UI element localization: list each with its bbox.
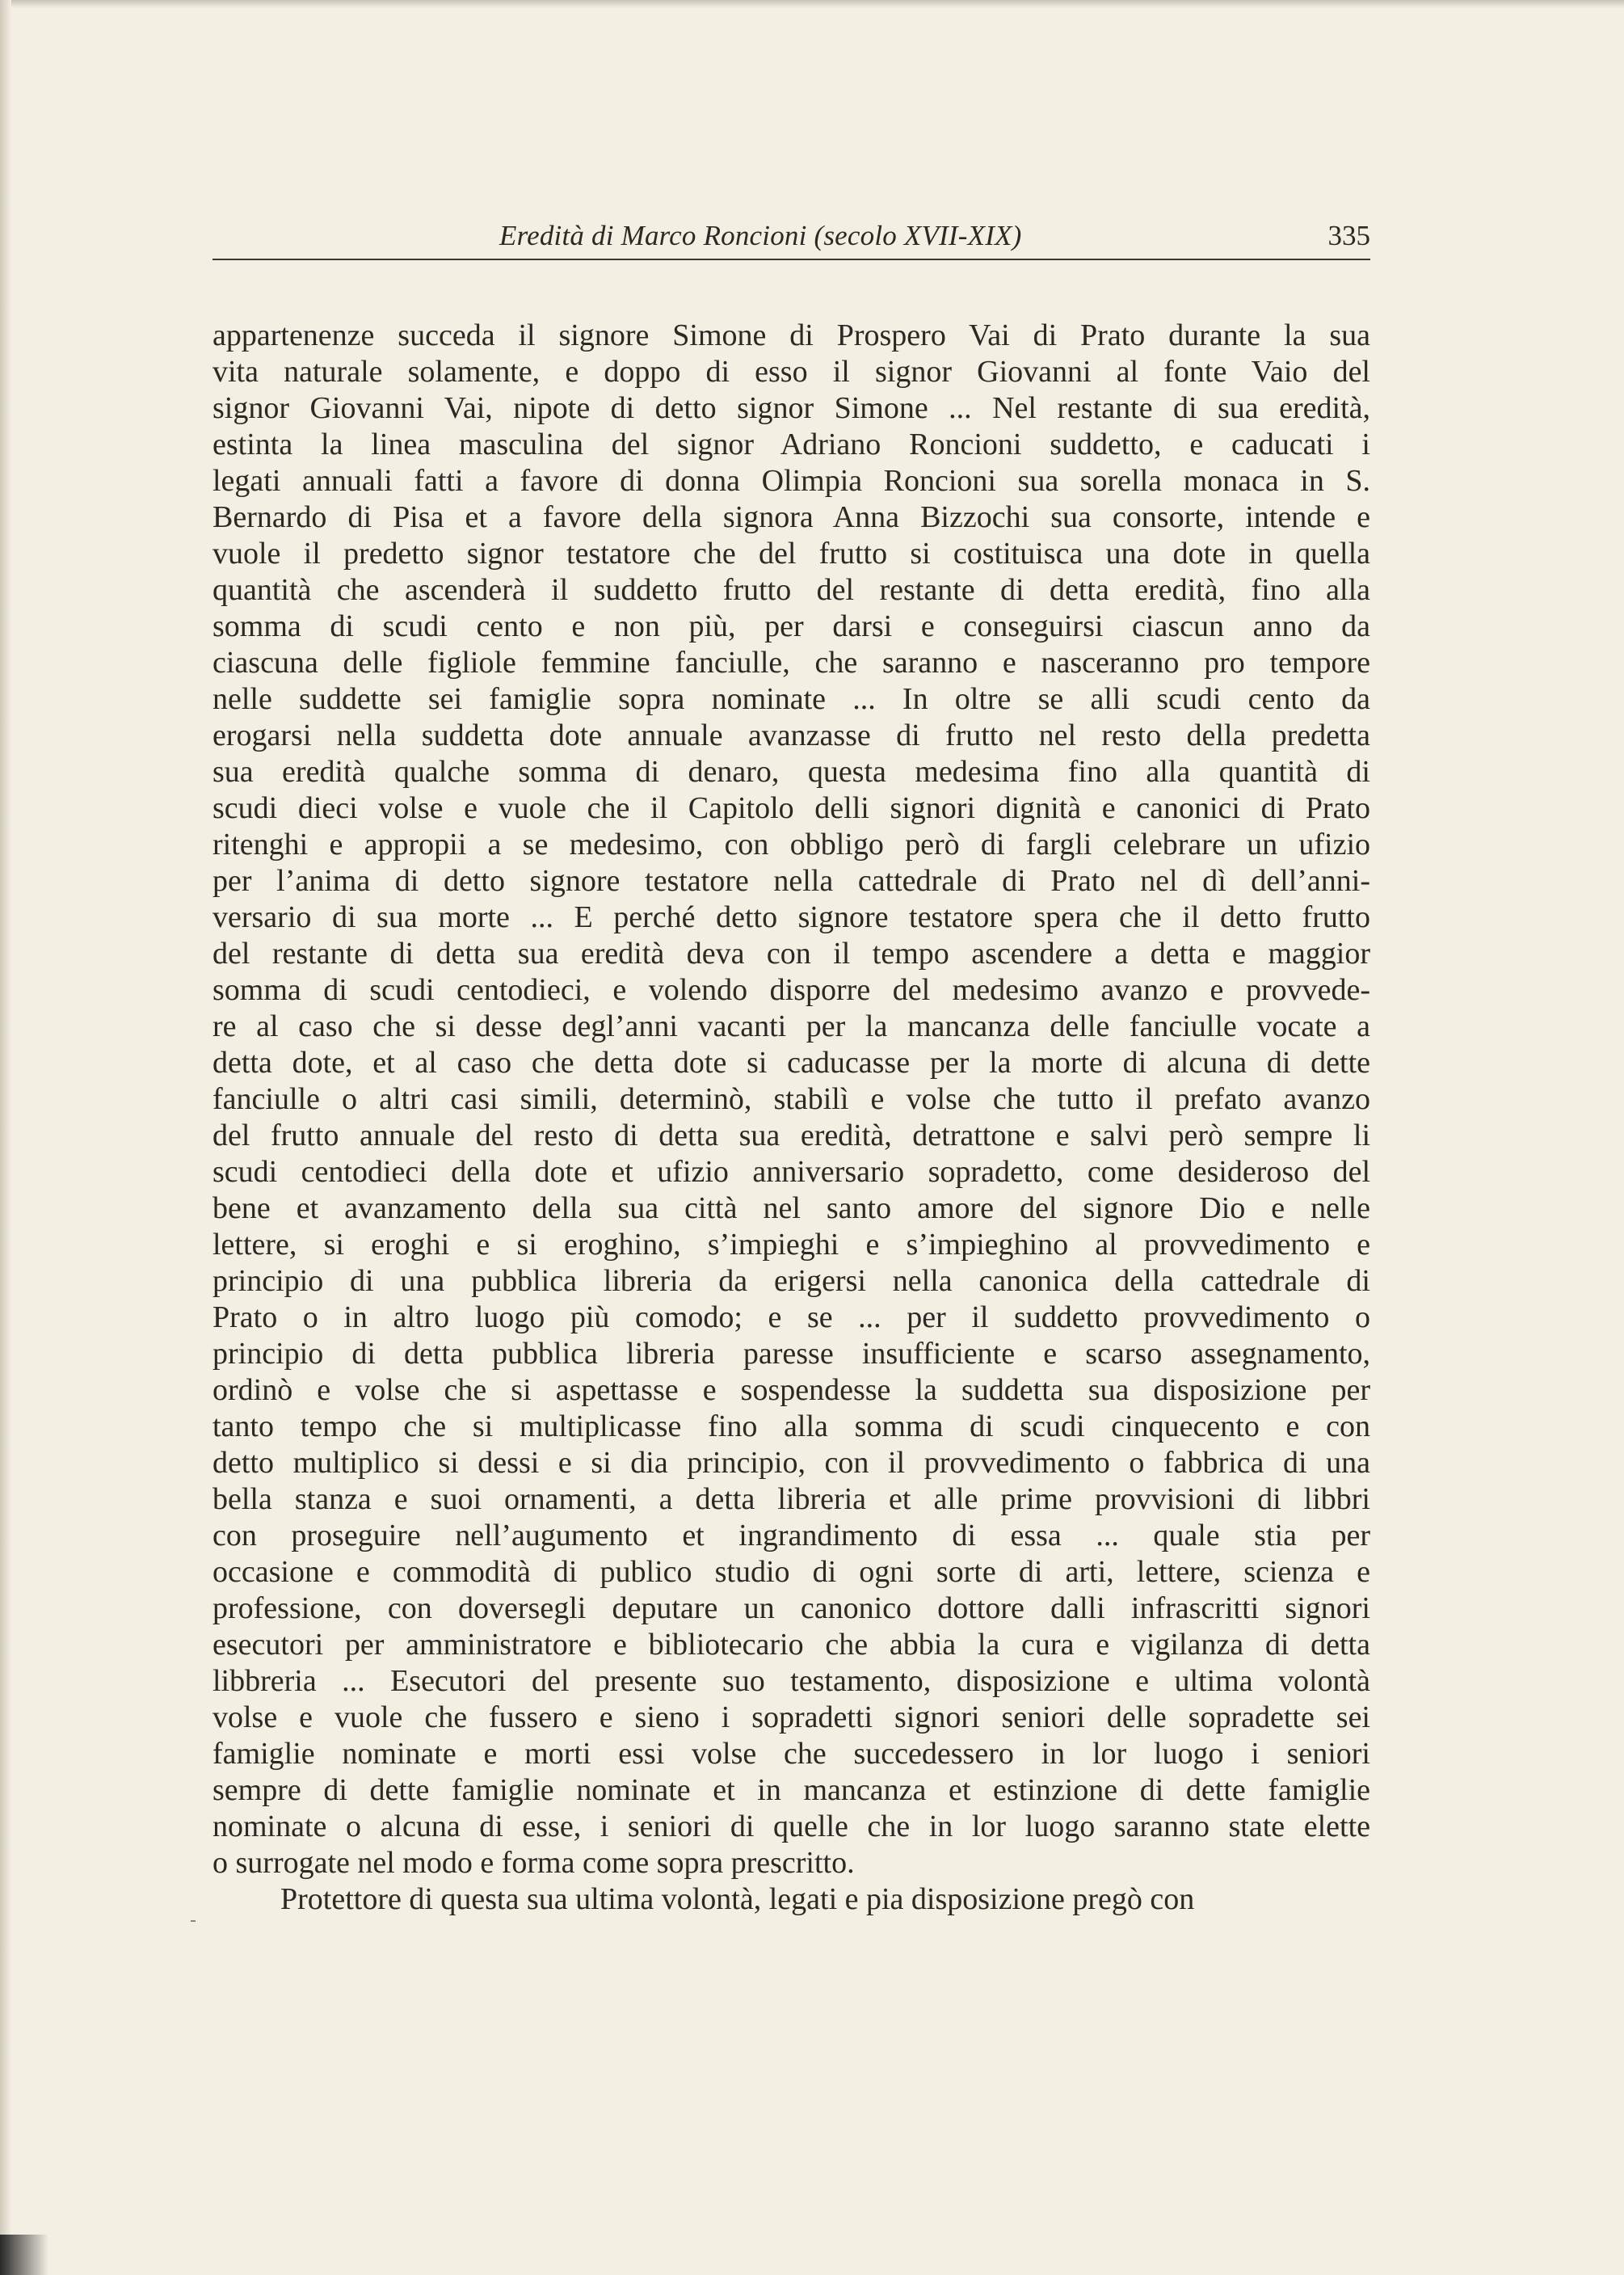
text-line: somma di scudi cento e non più, per darsi e conseguirsi ciascun anno da [212,609,1370,643]
text-line: del frutto annuale del resto di detta sua eredità, detrattone e salvi però sempre li [212,1119,1370,1152]
text-line: sua eredità qualche somma di denaro, questa medesima fino alla quantità di [212,755,1370,789]
text-line: estinta la linea masculina del signor Adriano Roncioni suddetto, e caducati i [212,428,1370,461]
text-line: fanciulle o altri casi simili, determinò, stabilì e volse che tutto il prefato avanzo [212,1082,1370,1116]
margin-mark [191,1920,196,1922]
text-line: nominate o alcuna di esse, i seniori di quelle che in lor luogo saranno state elette [212,1809,1370,1843]
text-line: bene et avanzamento della sua città nel santo amore del signore Dio e nelle [212,1191,1370,1225]
running-head [212,217,1370,260]
text-line: versario di sua morte ... E perché detto signore testatore spera che il detto frutto [212,900,1370,934]
text-line: detto multiplico si dessi e si dia principio, con il provvedimento o fabbrica di una [212,1446,1370,1480]
text-line: erogarsi nella suddetta dote annuale avanzasse di frutto nel resto della predetta [212,718,1370,752]
text-line: sempre di dette famiglie nominate et in mancanza et estinzione di dette famiglie [212,1773,1370,1807]
text-line: con proseguire nell’augumento et ingrandimento di essa ... quale stia per [212,1519,1370,1552]
text-line: principio di detta pubblica libreria paresse insufficiente e scarso assegnamento, [212,1337,1370,1371]
text-line: scudi dieci volse e vuole che il Capitolo delli signori dignità e canonici di Prato [212,791,1370,825]
text-line: ritenghi e appropii a se medesimo, con obbligo però di fargli celebrare un ufizio [212,828,1370,862]
text-line: lettere, si eroghi e si eroghino, s’impieghi e s’impieghino al provvedimento e [212,1228,1370,1262]
text-line: vuole il predetto signor testatore che del frutto si costituisca una dote in quella [212,537,1370,571]
text-line: Prato o in altro luogo più comodo; e se ... per il suddetto provvedimento o [212,1300,1370,1334]
text-line: principio di una pubblica libreria da erigersi nella canonica della cattedrale di [212,1264,1370,1298]
text-line: per l’anima di detto signore testatore nella cattedrale di Prato nel dì dell’anni- [212,864,1370,898]
text-line: quantità che ascenderà il suddetto frutto del restante di detta eredità, fino alla [212,573,1370,607]
text-line: famiglie nominate e morti essi volse che succedessero in lor luogo i seniori [212,1737,1370,1771]
text-line: occasione e commodità di publico studio di ogni sorte di arti, lettere, scienza e [212,1555,1370,1589]
text-line: tanto tempo che si multiplicasse fino alla somma di scudi cinquecento e con [212,1409,1370,1443]
text-line: esecutori per amministratore e bibliotecario che abbia la cura e vigilanza di detta [212,1628,1370,1662]
text-line: Bernardo di Pisa et a favore della signora Anna Bizzochi sua consorte, intende e [212,500,1370,534]
text-line: volse e vuole che fussero e sieno i sopradetti signori seniori delle sopradette sei [212,1700,1370,1734]
text-line: scudi centodieci della dote et ufizio anniversario sopradetto, come desideroso del [212,1155,1370,1189]
text-line: signor Giovanni Vai, nipote di detto signor Simone ... Nel restante di sua eredità, [212,391,1370,425]
binding-shadow [0,2235,48,2275]
text-line: del restante di detta sua eredità deva con il tempo ascendere a detta e maggior [212,937,1370,971]
text-line: libbreria ... Esecutori del presente suo testamento, disposizione e ultima volontà [212,1664,1370,1698]
text-line: bella stanza e suoi ornamenti, a detta libreria et alle prime provvisioni di libbri [212,1482,1370,1516]
page-number: 335 [1327,220,1370,251]
text-line: nelle suddette sei famiglie sopra nominate ... In oltre se alli scudi cento da [212,682,1370,716]
text-line: re al caso che si desse degl’anni vacanti per la mancanza delle fanciulle vocate a [212,1009,1370,1043]
paragraph-first-line: Protettore di questa sua ultima volontà, legati e pia disposizione pregò con [280,1882,1195,1916]
page-top-edge [0,0,1624,8]
text-line: vita naturale solamente, e doppo di esso il signor Giovanni al fonte Vaio del [212,355,1370,389]
body-text [212,318,1370,1918]
text-line: ordinò e volse che si aspettasse e sospendesse la suddetta sua disposizione per [212,1373,1370,1407]
page-left-edge [0,0,11,2275]
text-line: somma di scudi centodieci, e volendo disporre del medesimo avanzo e provvede- [212,973,1370,1007]
running-title: Eredità di Marco Roncioni (secolo XVII-XIX) [499,220,1022,251]
text-line: legati annuali fatti a favore di donna Olimpia Roncioni sua sorella monaca in S. [212,464,1370,498]
text-line: ciascuna delle figliole femmine fanciulle, che saranno e nasceranno pro tempore [212,646,1370,680]
text-line: appartenenze succeda il signore Simone di Prospero Vai di Prato durante la sua [212,318,1370,352]
text-line: detta dote, et al caso che detta dote si caducasse per la morte di alcuna di dette [212,1046,1370,1080]
paragraph-last-line: o surrogate nel modo e forma come sopra prescritto. [212,1846,855,1880]
text-line: professione, con doversegli deputare un canonico dottore dalli infrascritti signori [212,1591,1370,1625]
